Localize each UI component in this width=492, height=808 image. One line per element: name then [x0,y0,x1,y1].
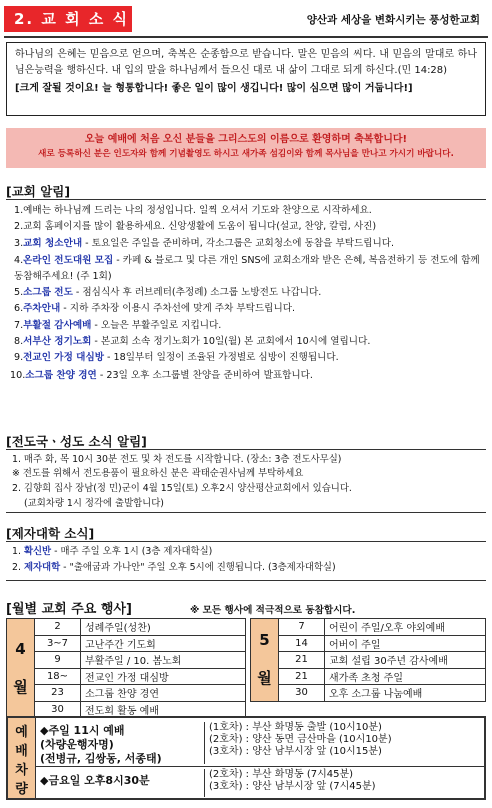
church-notice-item [14,334,480,350]
notice-text: - 18일부터 일정이 조율된 가정별로 심방이 진행됩니다. [103,352,339,363]
sunday-drivers-label: (차량운행자명) [40,738,114,751]
notice-text: - 점심식사 후 러브레터(추정례) 소그룹 노방전도 나갑니다. [72,287,322,298]
route-line: (1호차) : 부산 화명동 출발 (10시10분) [209,722,382,733]
event-row [251,685,486,702]
event-day: 18~ [35,668,81,685]
event-row [7,685,246,702]
church-notice-item [14,350,480,366]
disciple-title: [제자대학 소식] [6,526,95,541]
notice-highlight: 소그룹 전도 [23,287,73,298]
event-row [7,652,246,669]
event-row [7,619,246,636]
notice-text: - 지하 주차장 이용시 주차선에 맞게 주차 부탁드립니다. [60,303,296,314]
district-item: (교회차량 1시 정각에 출발합니다) [24,498,164,509]
event-name: 고난주간 기도회 [81,635,246,652]
may-events-table [250,618,486,702]
friday-routes [204,769,376,797]
notice-highlight: 주차안내 [23,303,61,314]
event-row [7,635,246,652]
church-notice-item [14,236,480,252]
verse-box [6,42,486,116]
bus-label-text: 예 배 차 량 [15,725,28,797]
event-name: 교회 설립 30주년 감사예배 [325,652,486,669]
event-name: 어버이 주일 [325,635,486,652]
notice-highlight: 전교인 가정 대심방 [23,352,104,363]
sunday-title: ◆주일 11시 예배 [40,724,125,737]
month-label: 5 월 [251,619,279,702]
event-name: 부활주일 / 10. 봄노회 [81,652,246,669]
month-label: 4 월 [7,619,35,718]
disciple-item-2 [12,560,482,575]
monthly-note: ※ 모든 행사에 적극적으로 동참합시다. [190,605,356,616]
notice-number: 3. [14,238,24,249]
welcome-line-1: 오늘 예배에 처음 오신 분들을 그리스도의 이름으로 환영하며 축복합니다! [84,134,408,145]
sunday-drivers: (전병규, 김쌍동, 서종태) [40,752,162,765]
notice-text: 교회 홈페이지를 많이 활용하세요. 신앙생활에 도움이 됩니다(설교, 찬양, 칼럼, 사진) [23,221,377,232]
verse-declaration: [크게 잘될 것이요! 늘 형통합니다! 좋은 일이 많이 생깁니다! 많이 심으면 많이 거둡니다!] [15,83,413,94]
notice-number: 2. [14,221,24,232]
district-item: ※ 전도를 위해서 전도용품이 필요하신 분은 곽태순권사님께 부탁하세요 [12,468,304,479]
event-row [251,635,486,652]
route-line: (2호차) : 부산 화명동 (7시45분) [209,769,354,780]
notice-highlight: 교회 청소안내 [23,238,83,249]
disciple-hl: 제자대학 [23,562,61,573]
event-name: 전도회 활동 예배 [81,701,246,718]
church-notice-item [10,368,476,384]
event-day: 23 [35,685,81,702]
disciple-item-1 [12,544,482,559]
notice-text: 예배는 하나님께 드리는 나의 정성입니다. 일찍 오셔서 기도와 찬양으로 시작하세요. [23,205,372,216]
bus-label [8,718,36,798]
notice-highlight: 온라인 전도대원 모집 [23,255,114,266]
church-notice-rule [6,199,486,200]
disciple-text: - "출애굽과 가나안" 주일 오후 5시에 진행됩니다. (3층제자대학실) [60,562,336,573]
event-day: 7 [279,619,325,636]
verse-text: 하나님의 은혜는 믿음으로 얻으며, 축복은 순종함으로 받습니다. 말은 믿음의 씨다. 내 믿음의 말대로 하나님은능력을 행하신다. 내 입의 말을 하나님께서 들으신 대로 내 삶이 그대로 되게 하신다.(민 14:28) [15,49,477,76]
event-day: 21 [279,668,325,685]
notice-number: 5. [14,287,24,298]
church-notice-item [14,219,480,235]
bus-divider [36,766,484,767]
service-bus-box [6,716,486,800]
disciple-num: 2. [12,562,21,573]
notice-number: 10. [10,370,26,381]
event-day: 21 [279,652,325,669]
notice-number: 9. [14,352,24,363]
notice-highlight: 서부산 정기노회 [23,336,92,347]
section-title: 2. 교 회 소 식 [4,6,132,32]
notice-text: - 23일 오후 소그룹별 찬양을 준비하여 발표합니다. [96,370,313,381]
notice-text: - 본교회 소속 정기노회가 10일(월) 본 교회에서 10시에 열립니다. [91,336,371,347]
church-notice-item [14,253,480,285]
welcome-line-2: 새로 등록하신 분은 인도자와 함께 기념촬영도 하시고 새가족 섬김이와 함께 목사님을 만나고 가시기 바랍니다. [38,149,454,159]
notice-number: 1. [14,205,24,216]
church-notice-item [14,301,480,317]
disciple-hl: 확신반 [23,546,52,557]
monthly-title: [월별 교회 주요 행사] [6,602,132,617]
route-line: (3호차) : 양산 남부시장 앞 (10시15분) [209,746,382,757]
notice-text: - 카페 & 블로그 및 다른 개인 SNS에 교회소개와 받은 은혜, 복음전하기 등 전도에 함께 동참해주세요! (주 1회) [14,255,480,282]
event-day: 3~7 [35,635,81,652]
notice-number: 4. [14,255,24,266]
friday-title: ◆금요일 오후8시30분 [40,774,150,787]
header-divider [4,36,488,38]
notice-text: - 토요일은 주일을 준비하며, 각소그룹은 교회청소에 동참을 부탁드립니다. [82,238,395,249]
church-notice-item [14,318,480,334]
district-notice-title: [전도국ㆍ성도 소식 알림] [6,434,147,449]
event-name: 소그룹 찬양 경연 [81,685,246,702]
event-day: 30 [279,685,325,702]
church-notice-title: [교회 알림] [6,184,71,199]
church-notice-item [14,203,480,219]
event-row [251,619,486,636]
event-row [251,668,486,685]
church-notice-item [14,285,480,301]
church-slogan: 양산과 세상을 변화시키는 풍성한교회 [306,14,480,26]
april-events-table [6,618,246,718]
notice-text: - 오늘은 부활주일로 지킵니다. [91,320,222,331]
notice-highlight: 소그룹 찬양 경연 [25,370,97,381]
notice-number: 8. [14,336,24,347]
section-header [4,6,488,32]
route-line: (2호차) : 양산 동면 금산마을 (10시10분) [209,734,392,745]
event-name: 성례주일(성찬) [81,619,246,636]
district-item: 2. 김향희 집사 장남(정 민)군이 4월 15일(토) 오후2시 양산평산교회에서 있습니다. [12,483,352,494]
event-row [251,652,486,669]
event-name: 전교인 가정 대심방 [81,668,246,685]
event-day: 2 [35,619,81,636]
disciple-num: 1. [12,546,21,557]
notice-number: 7. [14,320,24,331]
event-name: 새가족 초청 주일 [325,668,486,685]
disciple-text: - 매주 주일 오후 1시 (3층 제자대학실) [51,546,213,557]
event-day: 30 [35,701,81,718]
event-name: 어린이 주일/오후 야외예배 [325,619,486,636]
event-day: 14 [279,635,325,652]
welcome-banner [6,128,486,168]
notice-highlight: 부활절 감사예배 [23,320,92,331]
sunday-routes [204,722,392,764]
event-day: 9 [35,652,81,669]
notice-number: 6. [14,303,24,314]
district-item: 1. 매주 화, 목 10시 30분 전도 및 차 전도를 시작합니다. (장소: 3층 전도사무실) [12,454,342,465]
route-line: (3호차) : 양산 남부시장 앞 (7시45분) [209,781,376,792]
event-row [7,668,246,685]
event-name: 오후 소그룹 나눔예배 [325,685,486,702]
